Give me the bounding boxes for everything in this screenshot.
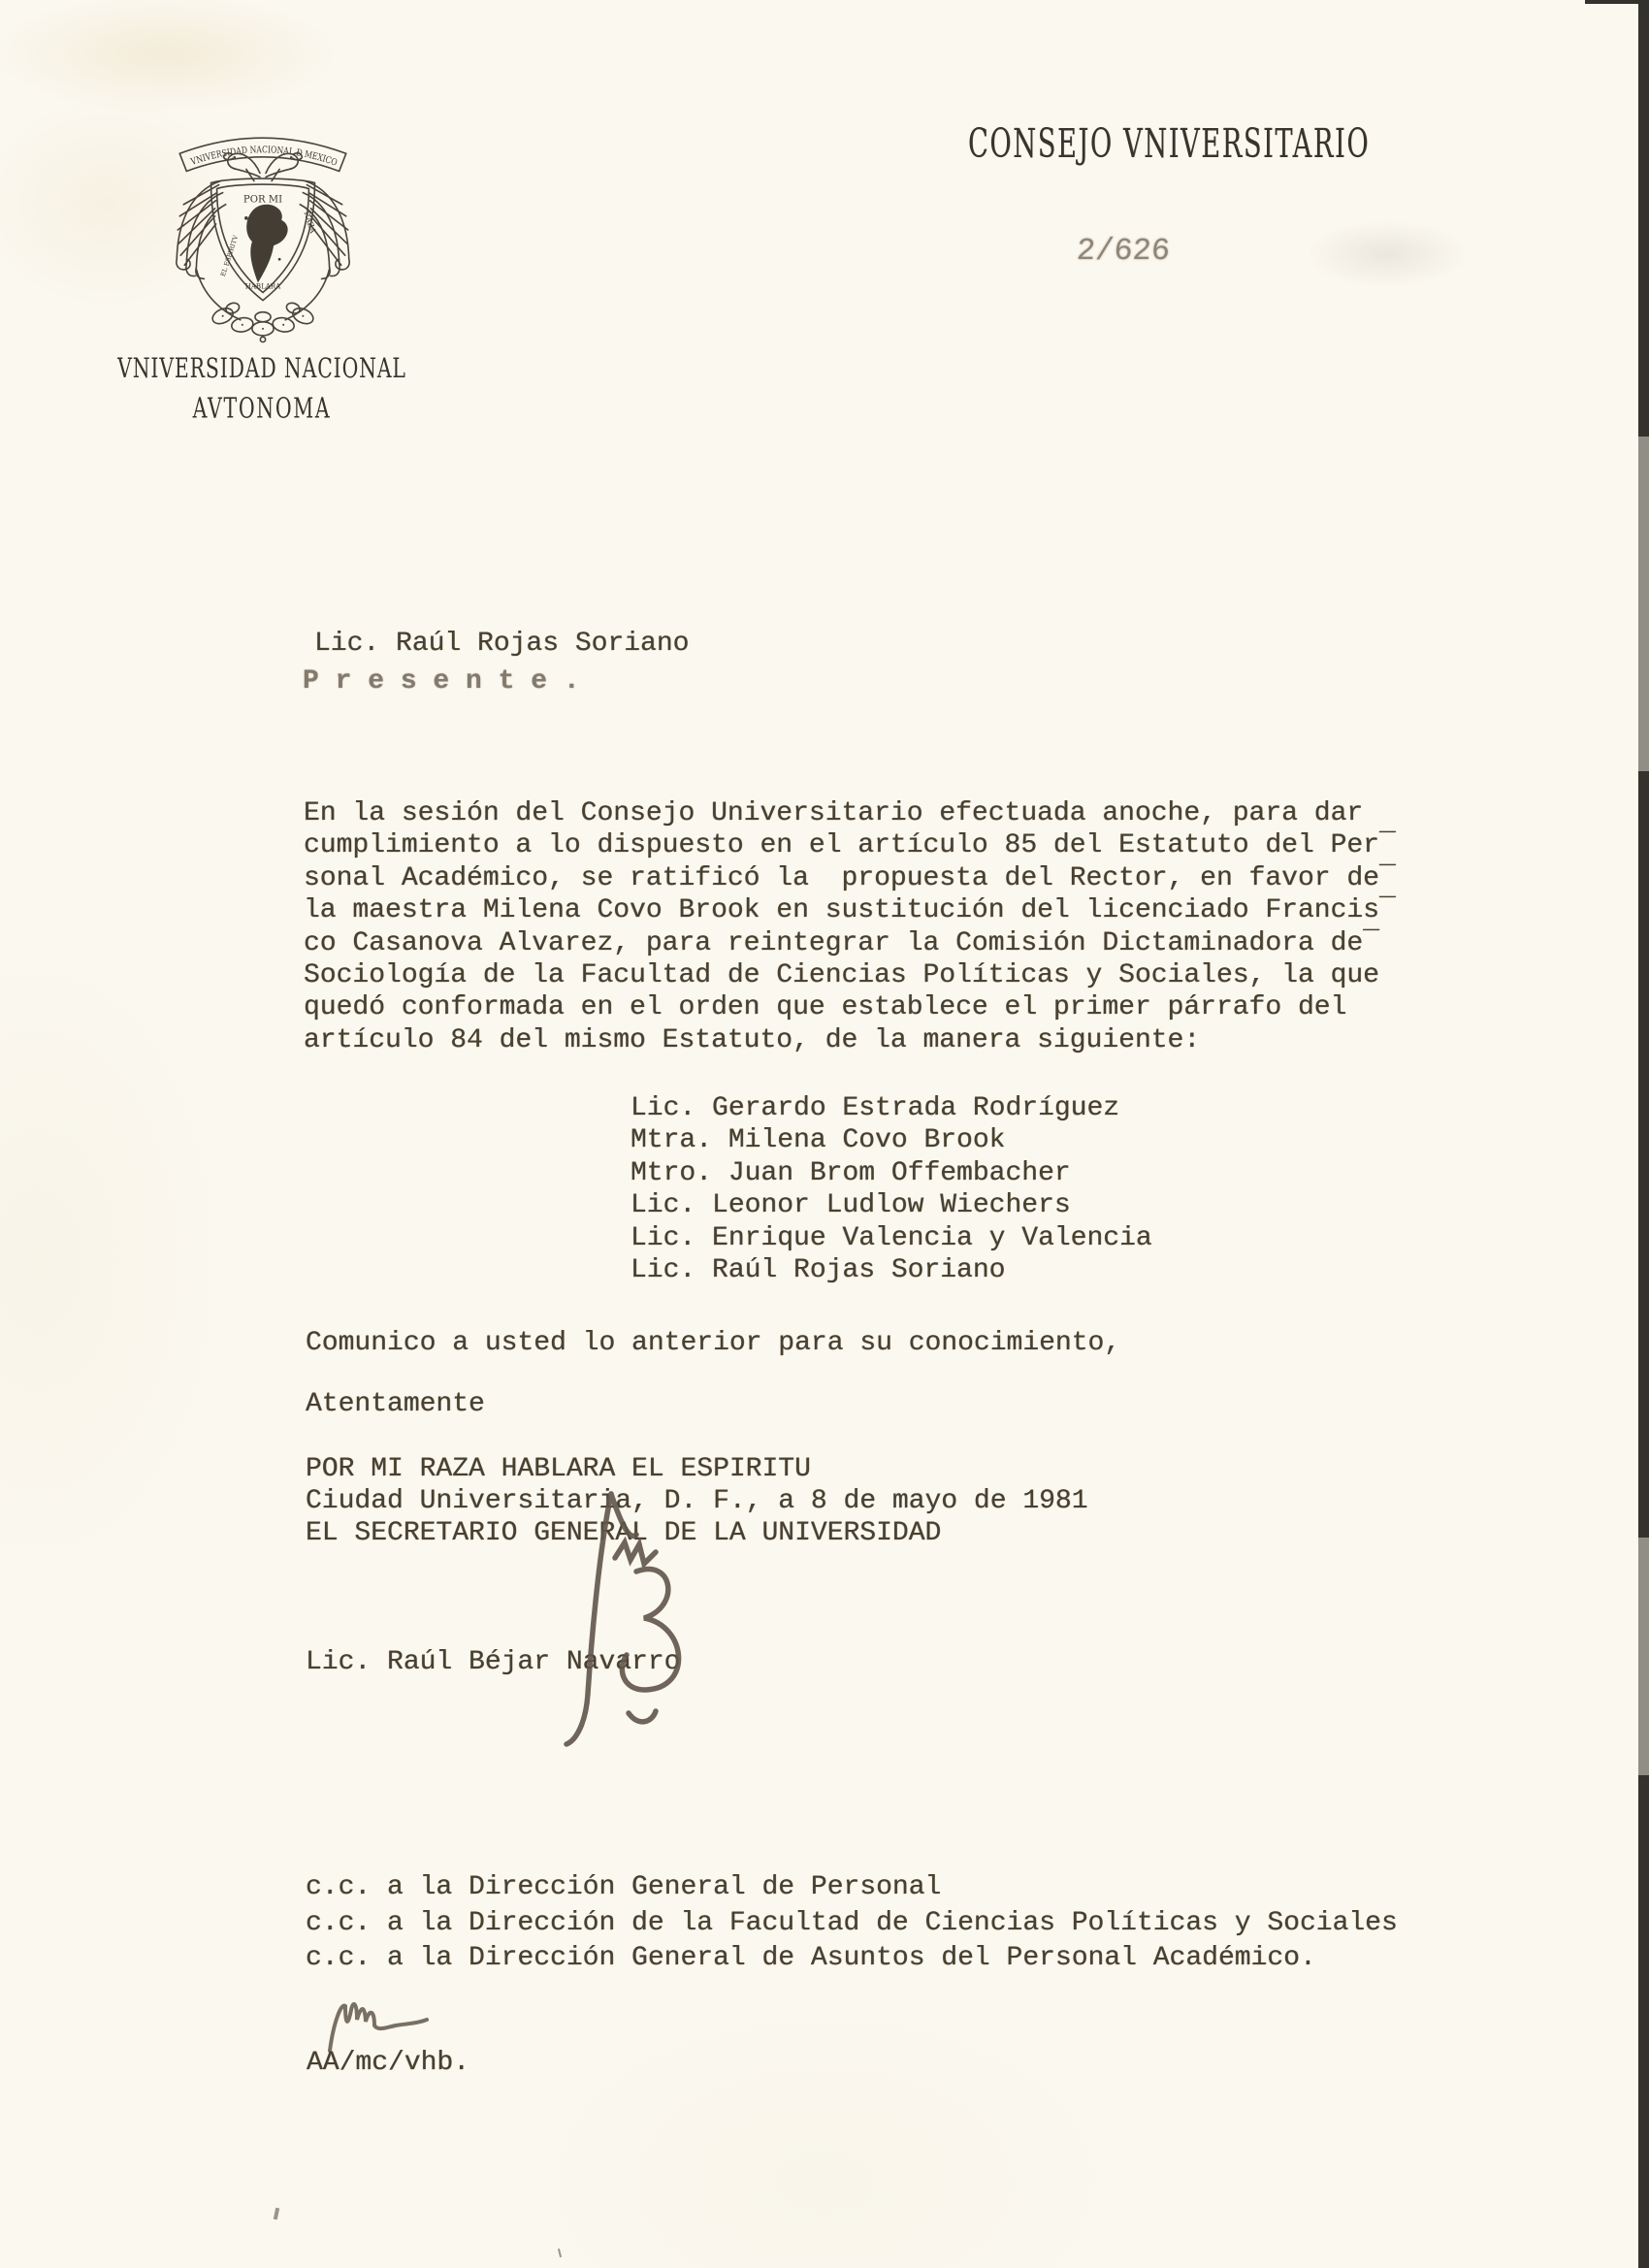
signer-title: EL SECRETARIO GENERAL DE LA UNIVERSIDAD [306,1518,942,1548]
cc-line: c.c. a la Dirección General de Personal [306,1872,942,1902]
farewell-line: Atentamente [306,1389,485,1419]
nopal-cactus [196,269,329,341]
university-motto-line: POR MI RAZA HABLARA EL ESPIRITU [306,1454,811,1484]
body-line: quedó conformada en el orden que establece el primer párrafo del [304,992,1347,1023]
body-line: En la sesión del Consejo Universitario efectuada anoche, para dar [304,798,1364,828]
paper-speck [274,2208,279,2220]
org-name-line2: AVTONOMA [192,392,332,425]
cc-line: c.c. a la Dirección General de Asuntos del Personal Académico. [306,1943,1316,1974]
body-line: Sociología de la Facultad de Ciencias Políticas y Sociales, la que [304,960,1379,991]
emblem-shield [211,178,318,301]
body-line: cumplimiento a lo dispuesto en el artículo 85 del Estatuto del Per‾ [304,830,1396,861]
motto-right: RAZA [302,210,318,235]
notice-line: Comunico a usted lo anterior para su conocimiento, [306,1328,1121,1358]
motto-bottom: HABLARA [244,281,281,291]
commission-members-list [630,1092,1152,1286]
dateline: Ciudad Universitaria, D. F., a 8 de mayo de 1981 [306,1486,1088,1516]
unam-coat-of-arms [163,120,363,345]
emblem-wing [177,181,226,279]
signature-flourish [522,1490,696,1754]
member-name: Lic. Gerardo Estrada Rodríguez [630,1093,1120,1123]
paper-speck [558,2249,562,2257]
motto-top: POR MI [242,194,283,206]
scan-edge-strip [1638,1538,1649,1775]
scan-edge-strip [1638,4,1649,437]
emblem-banner [179,138,345,171]
member-name: Lic. Leonor Ludlow Wiechers [630,1190,1071,1221]
scan-edge-strip [1638,437,1649,771]
folio-number: 2/626 [1075,233,1172,269]
latin-america-map [246,205,287,283]
body-line: artículo 84 del mismo Estatuto, de la manera siguiente: [304,1024,1201,1055]
body-paragraph [304,797,1396,1056]
scan-edge-strip [1638,771,1649,1538]
body-line: sonal Académico, se ratificó la propuesta del Rector, en favor de‾ [304,862,1396,893]
emblem-banner-text: VNIVERSIDAD NACIONAL Đ MEXICO [189,145,340,170]
cc-block [306,1870,1398,1977]
scan-edge-strip [1638,1775,1649,2268]
org-name-line1: VNIVERSIDAD NACIONAL [117,352,406,385]
member-name: Mtra. Milena Covo Brook [630,1125,1006,1156]
reference-initials: AA/mc/vhb. [307,2048,470,2078]
member-name: Mtro. Juan Brom Offembacher [630,1157,1071,1188]
body-line: co Casanova Alvarez, para reintegrar la Comisión Dictaminadora de‾ [304,927,1379,958]
signer-name: Lic. Raúl Béjar Navarro [306,1647,681,1677]
recipient-salutation: P r e s e n t e . [303,666,580,697]
member-name: Lic. Enrique Valencia y Valencia [630,1222,1152,1253]
scan-edge-top-line [1585,0,1649,4]
motto-left: EL ESPIRITV [218,234,241,278]
cc-line: c.c. a la Dirección de la Facultad de Ciencias Políticas y Sociales [306,1907,1398,1938]
recipient-name: Lic. Raúl Rojas Soriano [314,629,690,659]
body-line: la maestra Milena Covo Brook en sustitución del licenciado Francis‾ [304,895,1396,926]
member-name: Lic. Raúl Rojas Soriano [630,1255,1006,1286]
council-title: CONSEJO VNIVERSITARIO [968,120,1371,168]
